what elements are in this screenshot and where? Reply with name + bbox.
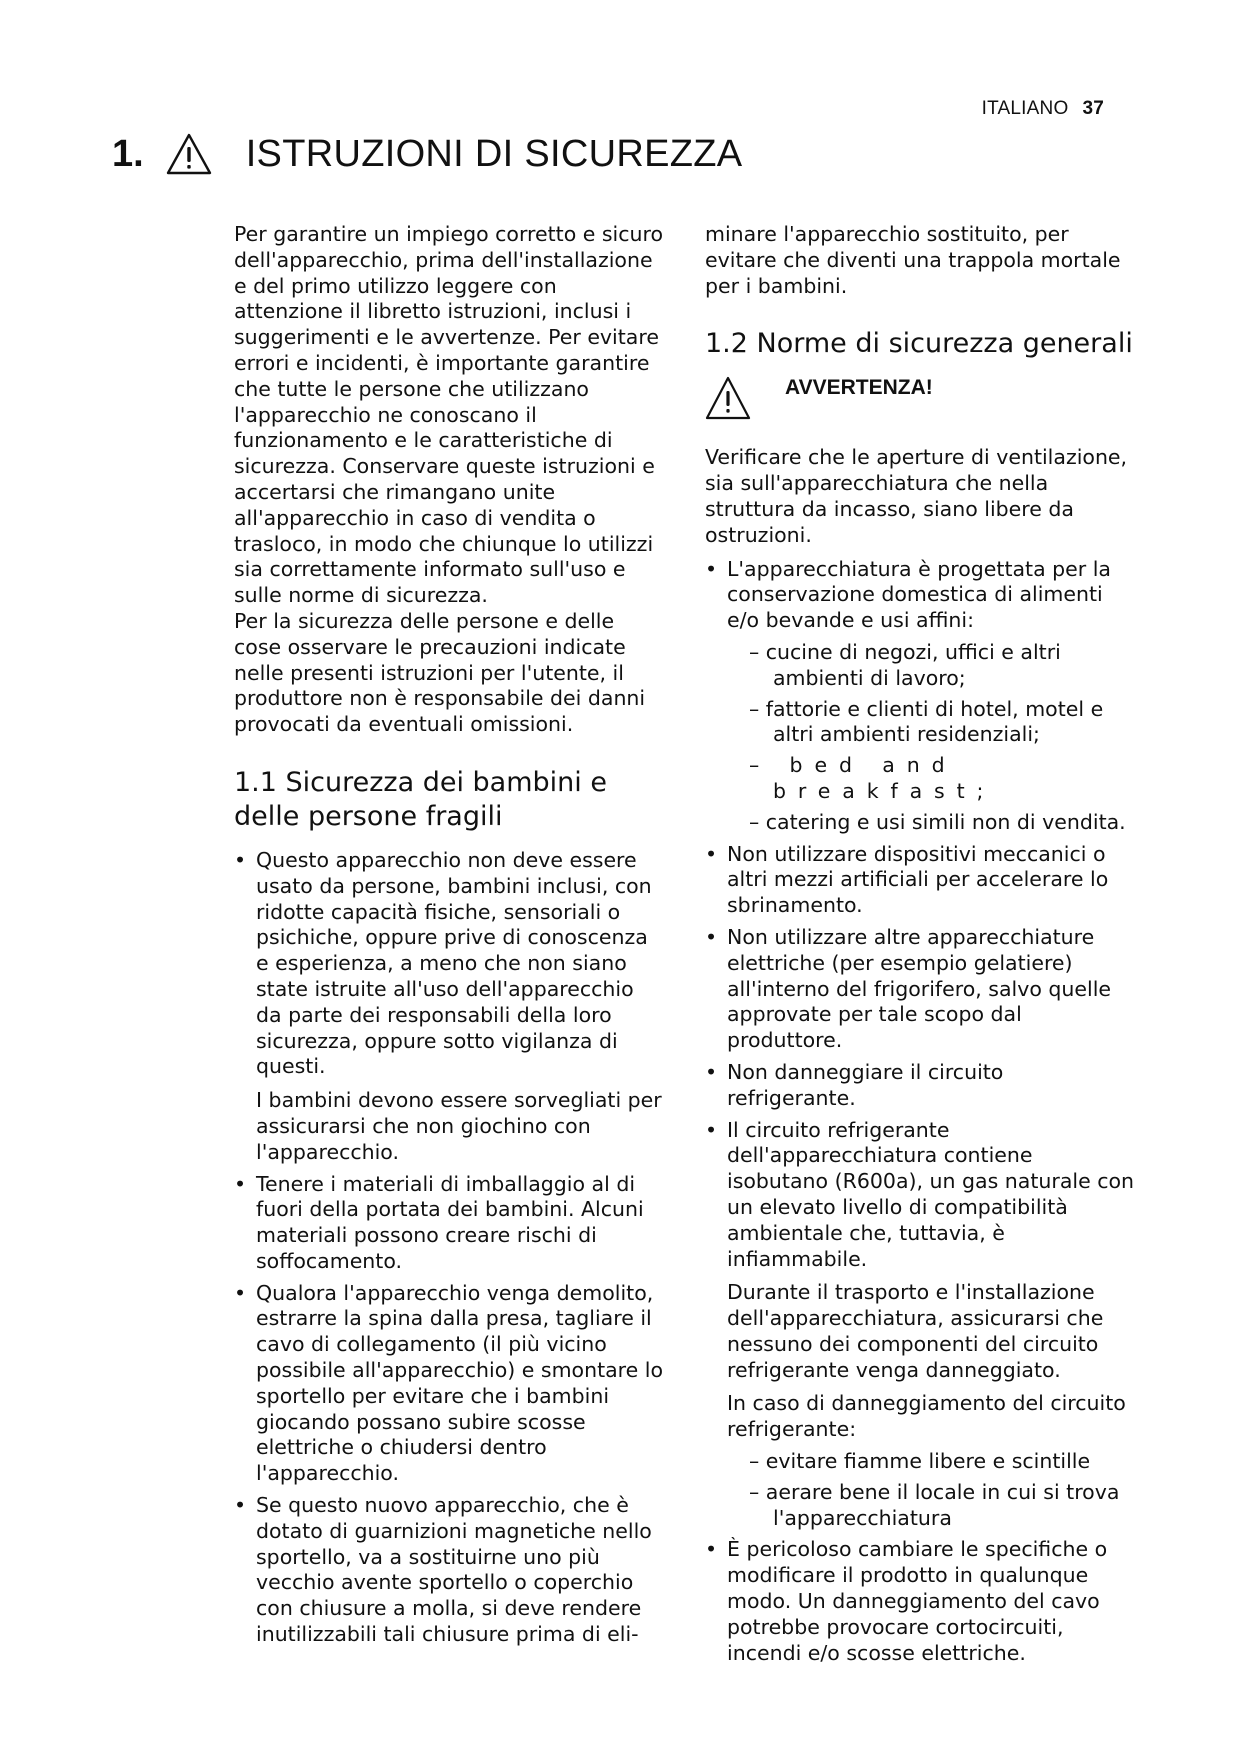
list-item-note: I bambini devono essere sorvegliati per assicurarsi che non giochino con l'apparecchio.	[256, 1088, 662, 1164]
list-item-text: Tenere i materiali di imballaggio al di fuori della portata dei bambini. Alcuni materiali possono creare rischi di soffocamento.	[256, 1171, 644, 1273]
list-item	[705, 1060, 1135, 1112]
child-safety-list	[234, 848, 664, 1648]
left-column	[234, 222, 664, 1654]
refrigerant-sublist	[727, 1449, 1135, 1531]
list-item-note: In caso di danneggiamento del circuito refrigerante:	[727, 1391, 1126, 1442]
ventilation-paragraph: Verificare che le aperture di ventilazione, sia sull'apparecchiatura che nella struttura da incasso, siano libere da ostruzioni.	[705, 445, 1128, 547]
intro-paragraph-2: Per la sicurezza delle persone e delle cose osservare le precauzioni indicate nelle presenti istruzioni per l'utente, il produttore non è responsabile dei danni provocati da eventuali omissioni.	[234, 608, 646, 737]
general-safety-list	[705, 557, 1135, 1667]
list-item	[234, 848, 664, 1166]
intro-paragraph: Per garantire un impiego corretto e sicuro dell'apparecchio, prima dell'installazione e del primo utilizzo leggere con attenzione il libretto istruzioni, inclusi i suggerimenti e le avvertenze. Per evitare errori e incidenti, è importante garantire che tutte le persone che utilizzano l'apparecchio ne conoscano il funzionamento e le caratteristiche di sicurezza. Conservare queste istruzioni e accertarsi che rimangano unite all'apparecchio in caso di vendita o trasloco, in modo che chiunque lo utilizzi sia correttamente informato sull'uso e sulle norme di sicurezza.	[234, 222, 664, 608]
continuation-paragraph: minare l'apparecchio sostituito, per evitare che diventi una trappola mortale per i bambini.	[705, 222, 1121, 298]
list-item-text: Non utilizzare dispositivi meccanici o altri mezzi artificiali per accelerare lo sbrinamento.	[727, 841, 1109, 918]
list-item-text: Non danneggiare il circuito refrigerante.	[727, 1059, 1004, 1110]
section-heading-1-2: 1.2 Norme di sicurezza generali	[705, 328, 1133, 360]
usage-sublist	[727, 640, 1135, 836]
sublist-item: – aerare bene il locale in cui si trova l'apparecchiatura	[749, 1479, 1120, 1530]
sublist-item: – bed and breakfast;	[749, 753, 996, 803]
list-item-text: Questo apparecchio non deve essere usato da persone, bambini inclusi, con ridotte capacità fisiche, sensoriali o psichiche, oppure prive di conoscenza e esperienza, a meno che non siano state istruite all'uso dell'apparecchio da parte dei responsabili della loro sicurezza, oppure sotto vigilanza di questi.	[256, 847, 652, 1079]
section-heading-1-1: 1.1 Sicurezza dei bambini e delle persone fragili	[234, 766, 607, 832]
list-item-text: È pericoloso cambiare le specifiche o modificare il prodotto in qualunque modo. Un danneggiamento del cavo potrebbe provocare cortocircuiti, incendi e/o scosse elettriche.	[727, 1537, 1108, 1665]
page-number: 37	[1082, 98, 1104, 119]
list-item-text: Se questo nuovo apparecchio, che è dotato di guarnizioni magnetiche nello sportello, va a sostituirne uno più vecchio avente sportello o coperchio con chiusure a molla, si deve rendere inutilizzabili tali chiusure prima di eli-	[256, 1493, 652, 1647]
list-item	[705, 557, 1135, 836]
warning-triangle-icon	[166, 132, 212, 176]
sublist-item: – cucine di negozi, uffici e altri ambienti di lavoro;	[749, 639, 1061, 690]
page-header	[982, 98, 1104, 120]
right-column	[705, 222, 1135, 1672]
list-item	[234, 1493, 664, 1648]
warning-label: AVVERTENZA!	[785, 376, 933, 400]
section-title	[112, 132, 742, 176]
list-item-text: Non utilizzare altre apparecchiature elettriche (per esempio gelatiere) all'interno del frigorifero, salvo quelle approvate per tale scopo dal produttore.	[727, 924, 1112, 1053]
warning-triangle-icon	[705, 375, 751, 421]
list-item	[705, 1537, 1135, 1666]
list-item	[705, 1118, 1135, 1532]
list-item	[234, 1172, 664, 1275]
header-language: ITALIANO	[981, 98, 1069, 119]
list-item-text: Qualora l'apparecchio venga demolito, estrarre la spina dalla presa, tagliare il cavo di collegamento (il più vicino possibile all'apparecchio) e smontare lo sportello per evitare che i bambini giocando possano subire scosse elettriche o chiudersi dentro l'apparecchio.	[256, 1280, 664, 1486]
sublist-item: – fattorie e clienti di hotel, motel e altri ambienti residenziali;	[749, 696, 1104, 747]
warning-box	[705, 375, 1135, 421]
sublist-item: – evitare fiamme libere e scintille	[749, 1449, 1091, 1474]
sublist-item: – catering e usi simili non di vendita.	[749, 809, 1126, 834]
list-item	[705, 842, 1135, 919]
section-number: 1.	[112, 132, 144, 175]
page-title: ISTRUZIONI DI SICUREZZA	[245, 132, 743, 175]
list-item-note: Durante il trasporto e l'installazione dell'apparecchiatura, assicurarsi che nessuno dei componenti del circuito refrigerante venga danneggiato.	[727, 1280, 1104, 1382]
list-item-text: L'apparecchiatura è progettata per la conservazione domestica di alimenti e/o bevande e usi affini:	[727, 556, 1111, 633]
list-item	[705, 925, 1135, 1054]
list-item-text: Il circuito refrigerante dell'apparecchiatura contiene isobutano (R600a), un gas naturale con un elevato livello di compatibilità ambientale che, tuttavia, è infiammabile.	[727, 1117, 1135, 1271]
list-item	[234, 1281, 664, 1487]
